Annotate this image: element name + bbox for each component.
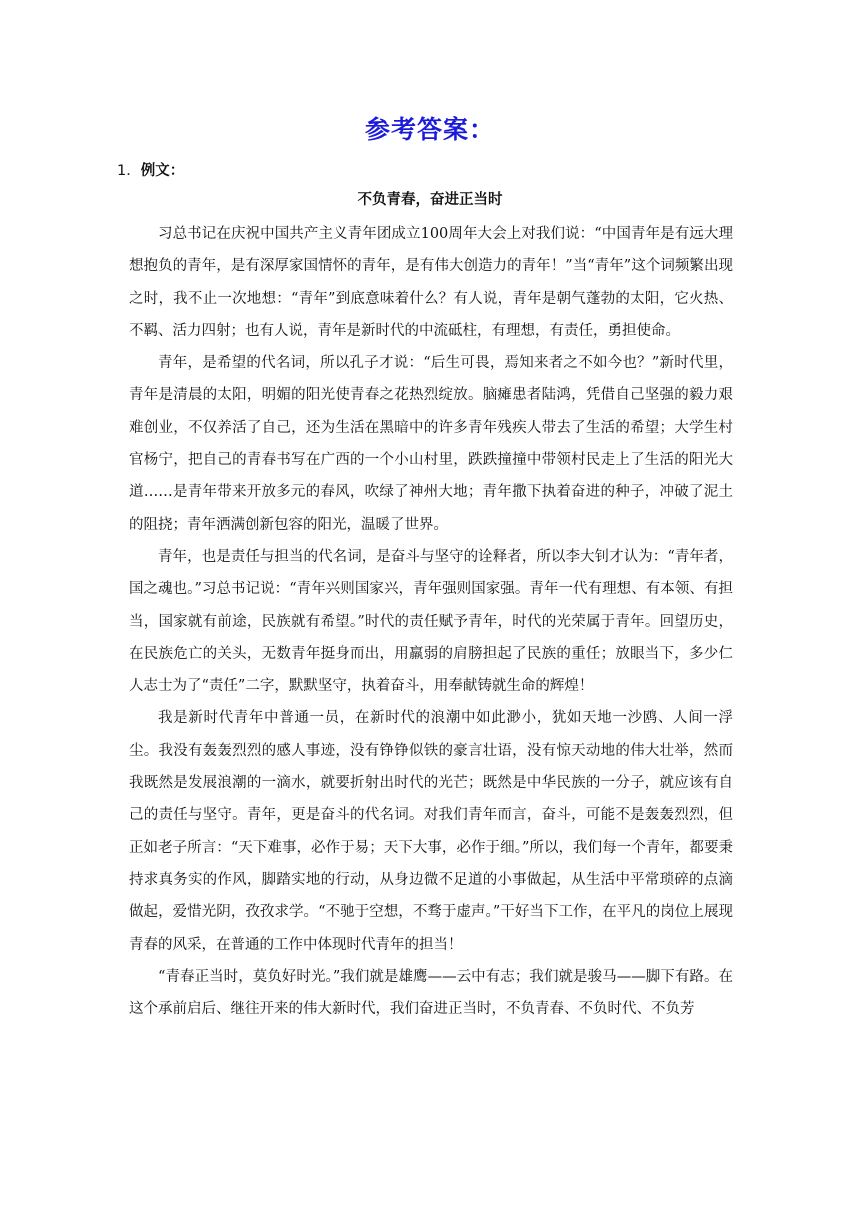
essay-paragraph-4: 我是新时代青年中普通一员，在新时代的浪潮中如此渺小，犹如天地一沙鸥、人间一浮尘。我没有轰轰烈烈的感人事迹，没有铮铮似铁的豪言壮语，没有惊天动地的伟大壮举，然而我既然是发展浪潮的一滴水，就要折射出时代的光芒；既然是中华民族的一分子，就应该有自己的责任与坚守。青年，更是奋斗的代名词。对我们青年而言，奋斗，可能不是轰轰烈烈，但正如老子所言：“天下难事，必作于易；天下大事，必作于细。”所以，我们每一个青年，都要秉持求真务实的作风，脚踏实地的行动，从身边微不足道的小事做起，从生活中平常琐碎的点滴做起，爱惜光阴，孜孜求学。“不驰于空想，不骛于虚声。”干好当下工作，在平凡的岗位上展现青春的风采，在普通的工作中体现时代青年的担当！ (129, 710, 733, 953)
page-heading: 参考答案： (364, 115, 495, 144)
essay-paragraph-3: 青年，也是责任与担当的代名词，是奋斗与坚守的诠释者，所以李大钊才认为：“青年者，国之魂也。”习总书记说：“青年兴则国家兴，青年强则国家强。青年一代有理想、有本领、有担当，国家就有前途，民族就有希望。”时代的责任赋予青年，时代的光荣属于青年。回望历史，在民族危亡的关头，无数青年挺身而出，用羸弱的肩膀担起了民族的重任；放眼当下，多少仁人志士为了“责任”二字，默默坚守，执着奋斗，用奉献铸就生命的辉煌！ (129, 548, 733, 695)
essay-paragraph-5: “青春正当时，莫负好时光。”我们就是雄鹰——云中有志；我们就是骏马——脚下有路。在这个承前启后、继往开来的伟大新时代，我们奋进正当时，不负青春、不负时代、不负芳 (129, 968, 733, 1018)
essay-paragraph-1: 习总书记在庆祝中国共产主义青年团成立100周年大会上对我们说：“中国青年是有远大理想抱负的青年，是有深厚家国情怀的青年，是有伟大创造力的青年！”当“青年”这个词频繁出现之时，我不止一次地想：“青年”到底意味着什么？有人说，青年是朝气蓬勃的太阳，它火热、不羁、活力四射；也有人说，青年是新时代的中流砥柱，有理想，有责任，勇担使命。 (129, 226, 733, 339)
essay-title: 不负青春，奋进正当时 (357, 192, 503, 208)
question-type-label: 例文： (140, 163, 185, 179)
essay-paragraph-2: 青年，是希望的代名词，所以孔子才说：“后生可畏，焉知来者之不如今也？”新时代里，青年是清晨的太阳，明媚的阳光使青春之花热烈绽放。脑瘫患者陆鸿，凭借自己坚强的毅力艰难创业，不仅养活了自己，还为生活在黑暗中的许多青年残疾人带去了生活的希望；大学生村官杨宁，把自己的青春书写在广西的一个小山村里，跌跌撞撞中带领村民走上了生活的阳光大道……是青年带来开放多元的春风，吹绿了神州大地；青年撒下执着奋进的种子，冲破了泥土的阻挠；青年洒满创新包容的阳光，温暖了世界。 (129, 355, 733, 533)
essay-body (129, 218, 733, 1025)
question-number: 1． (117, 163, 141, 179)
question-label (117, 159, 184, 180)
